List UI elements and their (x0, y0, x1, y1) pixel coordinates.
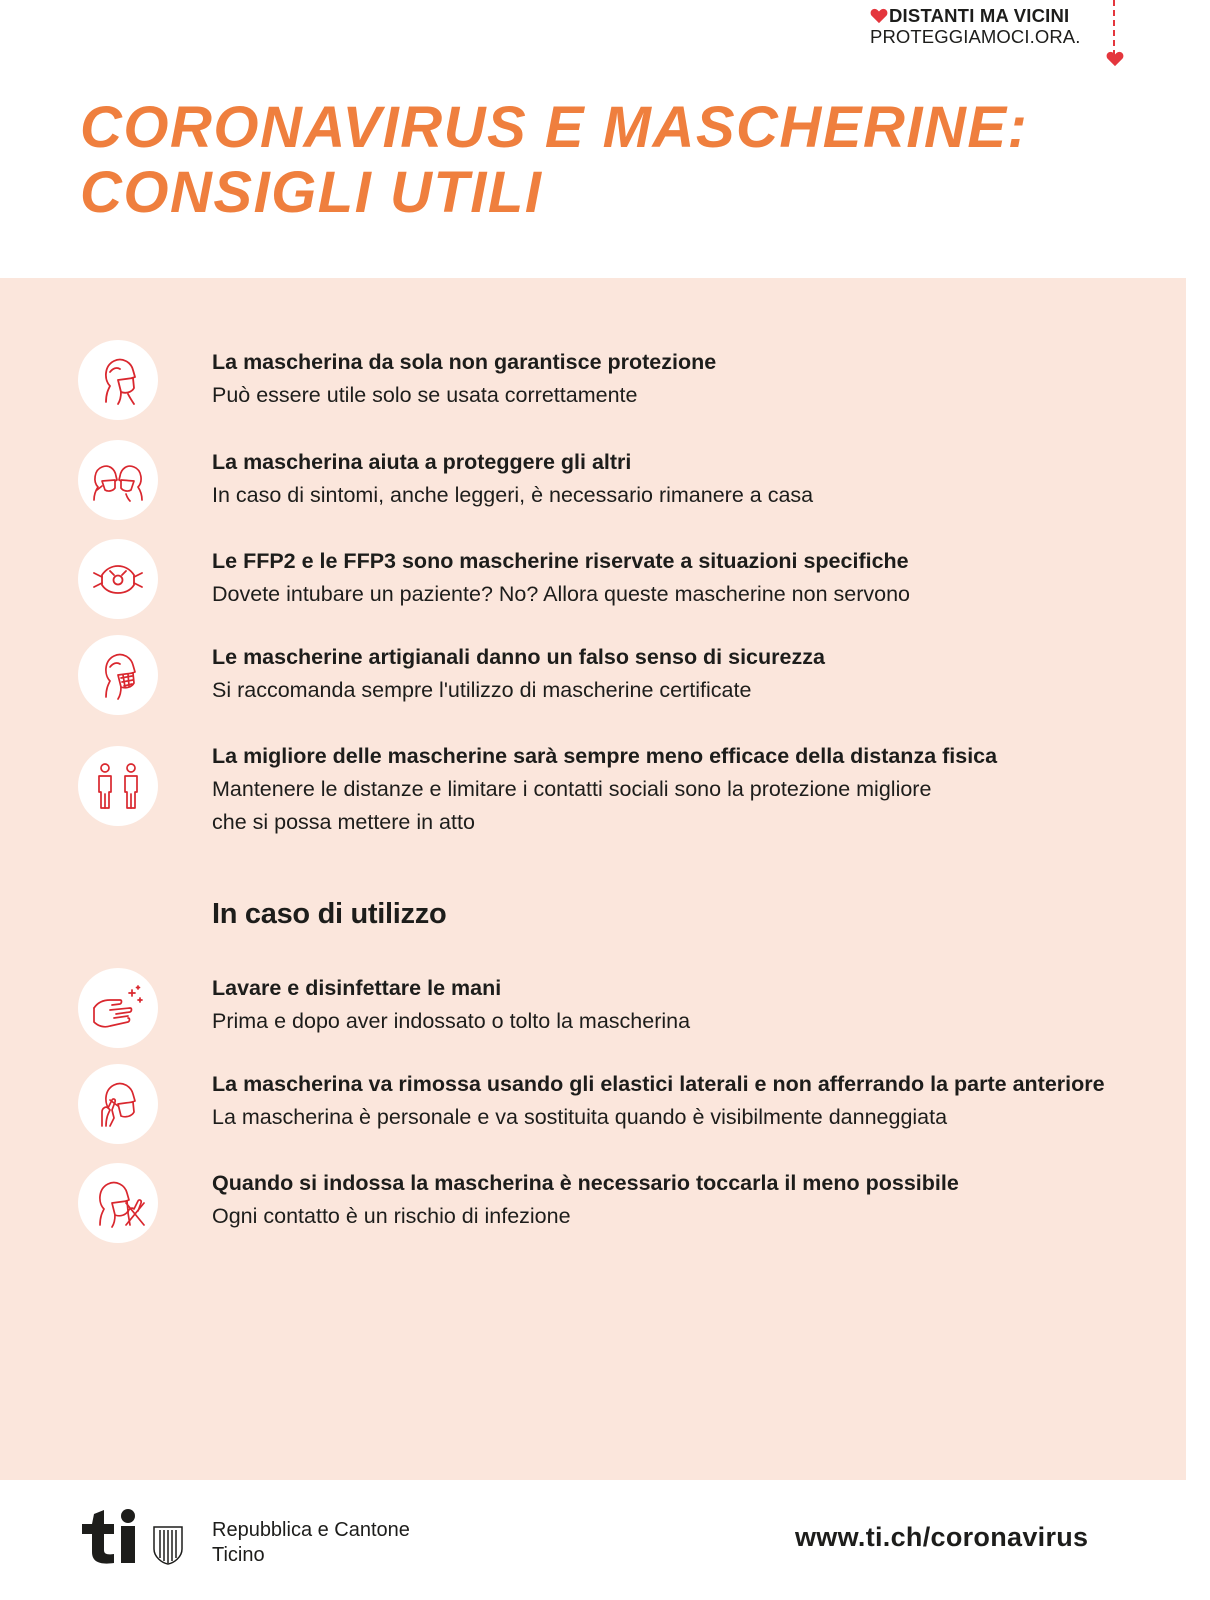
tip-heading: La migliore delle mascherine sarà sempre meno efficace della distanza fisica (212, 744, 998, 768)
title-line2: CONSIGLI UTILI (80, 160, 543, 225)
page-title (80, 95, 1028, 225)
hand-washing-icon (88, 978, 148, 1038)
icon-circle (78, 746, 158, 826)
title-line1: CORONAVIRUS E MASCHERINE: (80, 95, 1029, 160)
dashed-divider (1113, 0, 1115, 56)
tips-panel (0, 278, 1186, 1480)
footer-url-link[interactable]: www.ti.ch/coronavirus (795, 1522, 1089, 1552)
homemade-mask-face-icon (88, 645, 148, 705)
ticino-logo-icon (80, 1508, 142, 1564)
tip-text-continued: che si possa mettere in atto (212, 810, 475, 834)
two-people-distance-icon (88, 756, 148, 816)
icon-circle (78, 340, 158, 420)
campaign-badge (870, 0, 1100, 70)
tip-text: Mantenere le distanze e limitare i contatti sociali sono la protezione migliore (212, 777, 932, 801)
tip-text: Può essere utile solo se usata correttamente (212, 383, 638, 407)
campaign-line1: DISTANTI MA VICINI (889, 5, 1070, 26)
tip-text: In caso di sintomi, anche leggeri, è necessario rimanere a casa (212, 483, 814, 507)
icon-circle (78, 539, 158, 619)
tip-heading: La mascherina aiuta a proteggere gli altri (212, 450, 632, 474)
usage-heading-item: Lavare e disinfettare le mani (212, 976, 502, 1000)
usage-text: Prima e dopo aver indossato o tolto la mascherina (212, 1009, 691, 1033)
usage-heading-item: La mascherina va rimossa usando gli elastici laterali e non afferrando la parte anteriore (212, 1072, 1105, 1096)
heart-icon (870, 8, 888, 24)
campaign-line2: PROTEGGIAMOCI.ORA. (870, 26, 1081, 47)
masked-face-profile-icon (88, 350, 148, 410)
cantonal-shield-icon (152, 1525, 184, 1565)
usage-heading-item: Quando si indossa la mascherina è necessario toccarla il meno possibile (212, 1171, 959, 1195)
usage-heading: In caso di utilizzo (212, 898, 447, 930)
ffp-respirator-icon (88, 549, 148, 609)
heart-icon (1106, 51, 1124, 67)
icon-circle (78, 1163, 158, 1243)
footer-organization (212, 1518, 410, 1568)
footer-org-line2: Ticino (212, 1544, 265, 1566)
tip-heading: Le mascherine artigianali danno un falso senso di sicurezza (212, 645, 825, 669)
remove-mask-by-strap-icon (88, 1074, 148, 1134)
icon-circle (78, 440, 158, 520)
no-touch-mask-icon (88, 1173, 148, 1233)
icon-circle (78, 968, 158, 1048)
usage-text: Ogni contatto è un rischio di infezione (212, 1204, 571, 1228)
tip-text: Dovete intubare un paziente? No? Allora queste mascherine non servono (212, 582, 911, 606)
footer-org-line1: Repubblica e Cantone (212, 1519, 410, 1541)
tip-text: Si raccomanda sempre l'utilizzo di mascherine certificate (212, 678, 752, 702)
tip-heading: Le FFP2 e le FFP3 sono mascherine riservate a situazioni specifiche (212, 549, 909, 573)
usage-text: La mascherina è personale e va sostituita quando è visibilmente danneggiata (212, 1105, 948, 1129)
tip-heading: La mascherina da sola non garantisce protezione (212, 350, 717, 374)
icon-circle (78, 635, 158, 715)
icon-circle (78, 1064, 158, 1144)
two-masked-faces-icon (88, 450, 148, 510)
